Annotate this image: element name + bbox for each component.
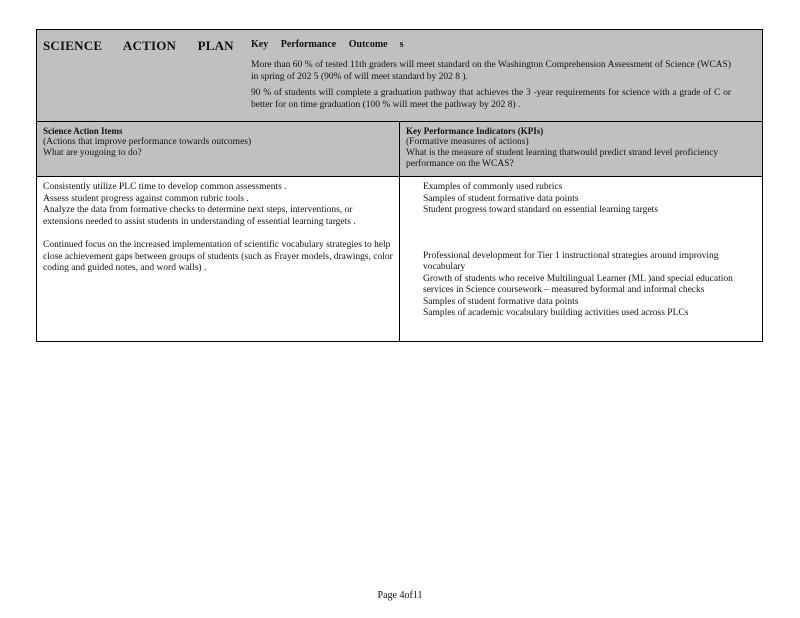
- kpi-subtitle: (Formative measures of actions): [406, 137, 529, 147]
- outcome-graduation: 90 % of students will complete a graduation pathway that achieves the 3 -year requirements for science with a grade of C or better for on time graduation (100 % will meet the pathway by 202 8) .: [251, 88, 731, 110]
- kpi-list-item: Samples of student formative data points: [423, 193, 579, 204]
- plan-header: [37, 30, 763, 122]
- kpi-list-item: Examples of commonly used rubrics: [423, 182, 563, 192]
- kpi-list-item: Samples of academic vocabulary building activities used across PLCs: [423, 308, 689, 318]
- kpi-question: What is the measure of student learning thatwould predict strand level proficiency performance on the WCAS?: [406, 148, 719, 169]
- action-items-body: [37, 177, 400, 342]
- kpo-heading-suffix: s: [399, 39, 404, 50]
- action-items-title: Science Action Items: [43, 126, 123, 136]
- action-item: Continued focus on the increased implementation of scientific vocabulary strategies to help close achievement gaps between groups of students (such as Frayer models, drawings, color coding and guided notes, and word walls) .: [43, 240, 393, 273]
- action-plan-table: [36, 29, 763, 342]
- action-item: Consistently utilize PLC time to develop common assessments .: [43, 182, 287, 192]
- kpo-heading: [251, 39, 404, 50]
- action-items-subtitle: (Actions that improve performance towards outcomes): [43, 137, 252, 147]
- action-items-header: [37, 122, 400, 177]
- kpi-list-item: Professional development for Tier 1 instructional strategies around improving vocabulary: [423, 250, 719, 272]
- action-items-question: What are yougoing to do?: [43, 148, 142, 158]
- kpo-heading-main: Key Performance Outcome: [251, 39, 388, 50]
- kpi-list-item: Growth of students who receive Multilingual Learner (ML )and special education services in Science coursework – measured byformal and informal checks: [423, 273, 733, 295]
- outcome-wcas: More than 60 % of tested 11th graders will meet standard on the Washington Comprehension Assessment of Science (WCAS) in spring of 202 5 (90% of will meet standard by 202 8 ).: [251, 60, 731, 82]
- action-item: Assess student progress against common rubric tools .: [43, 193, 249, 204]
- kpi-list-item: Student progress toward standard on essential learning targets: [423, 205, 658, 215]
- kpi-header: [400, 122, 763, 177]
- kpi-body: [400, 177, 763, 342]
- kpi-list-item: Samples of student formative data points: [423, 296, 579, 307]
- kpi-title: Key Performance Indicators (KPIs): [406, 126, 544, 136]
- action-item: Analyze the data from formative checks to determine next steps, interventions, or extensions needed to assist students in understanding of essential learning targets .: [43, 205, 356, 227]
- page-number: Page 4of11: [377, 590, 423, 601]
- page-title: SCIENCE ACTION PLAN: [43, 38, 234, 53]
